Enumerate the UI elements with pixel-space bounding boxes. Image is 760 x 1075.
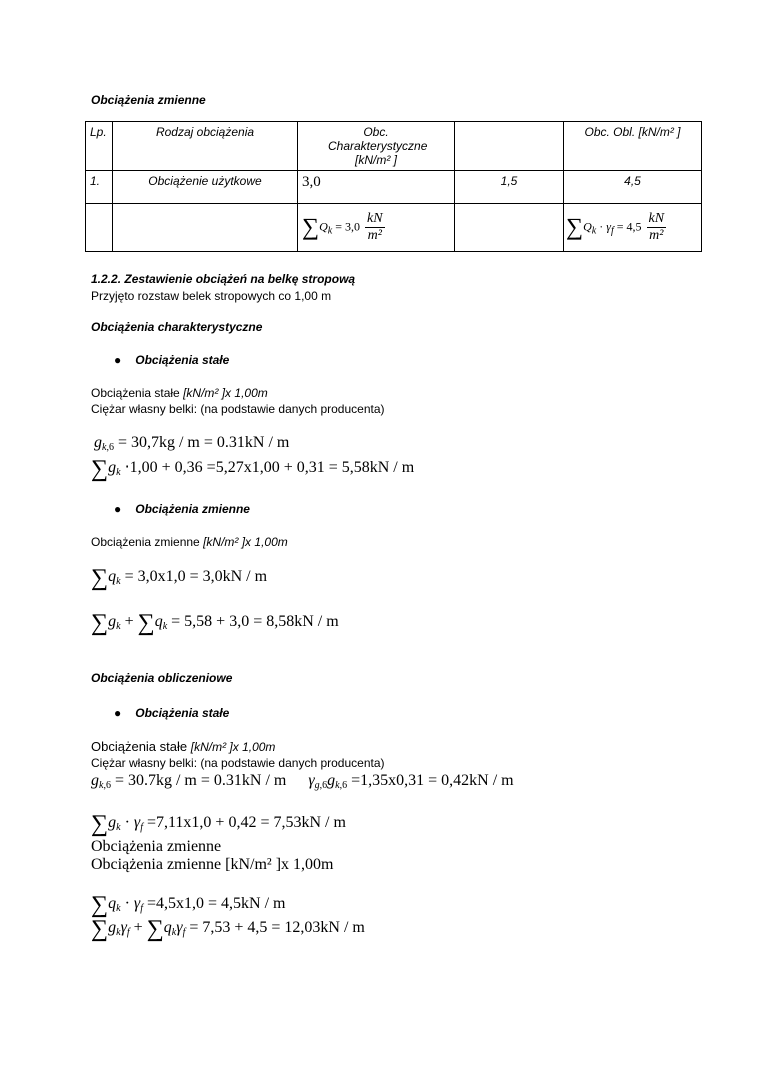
equation-total-design: $\sum g_k\gamma_f + \sum q_k\gamma_f = 7,53 + 4,5 = 12,03kN / m$ [91, 916, 365, 942]
self-weight-note: Ciężar własny belki: (na podstawie danych producenta) [91, 402, 385, 416]
header-lp: Lp. [86, 122, 113, 171]
bullet-permanent: ● Obciążenia stałe [114, 353, 230, 367]
cell-sum-design: $\sum Q_k \cdot \gamma_f = 4,5$ $\frac{kN}{\text{m²}}$ [564, 204, 702, 252]
cell-lp: 1. [86, 171, 113, 204]
equation-gk6: $g_{k,6} = 30,7kg / m = 0.31kN / m$ [94, 434, 290, 453]
loads-table [85, 121, 702, 252]
heading-1-2-2: 1.2.2. Zestawienie obciążeń na belkę stropową [91, 272, 356, 286]
bullet-permanent-design: ● Obciążenia stałe [114, 706, 230, 720]
header-factor [455, 122, 564, 171]
equation-sum-qk: $\sum q_k = 3,0x1,0 = 3,0kN / m$ [91, 565, 268, 591]
header-design-value: Obc. Obl. [kN/m² ] [564, 122, 702, 171]
char-loads-title: Obciążenia charakterystyczne [91, 320, 263, 334]
equation-sum-gk: $\sum g_k \cdot 1,00 + 0,36 =5,27x1,00 + 0,31 = 5,58kN / m$ [91, 456, 415, 482]
equation-sum-qk-gammaf: $\sum q_k \cdot \gamma_f =4,5x1,0 = 4,5kN / m$ [91, 892, 286, 918]
cell-load-name: Obciążenie użytkowe [113, 171, 298, 204]
variable-load-line: Obciążenia zmienne [kN/m² ]x 1,00m [91, 535, 288, 549]
serif-variable-line: Obciążenia zmienne [kN/m² ]x 1,00m [91, 856, 334, 873]
cell-factor: 1,5 [455, 171, 564, 204]
equation-sum-gk-gammaf: $\sum g_k \cdot \gamma_f =7,11x1,0 + 0,42 = 7,53kN / m$ [91, 811, 346, 837]
equation-gk6-design: $g_{k,6} = 30.7kg / m = 0.31kN / m$ $\gamma_{g,6}g_{k,6} =1,35x0,31 = 0,42kN / m$ [91, 772, 514, 791]
cell-design-value: 4,5 [564, 171, 702, 204]
permanent-design-line: Obciążenia stałe [kN/m² ]x 1,00m [91, 739, 276, 754]
table-header-row [86, 122, 702, 171]
section-title-variable-loads: Obciążenia zmienne [91, 93, 206, 107]
cell-sum-char: $\sum Q_k = 3,0$ $\frac{kN}{\text{m²}}$ [298, 204, 455, 252]
serif-variable-title: Obciążenia zmienne [91, 838, 222, 855]
bullet-variable: ● Obciążenia zmienne [114, 502, 250, 516]
table-row [86, 171, 702, 204]
design-loads-title: Obciążenia obliczeniowe [91, 671, 233, 685]
spacing-note: Przyjęto rozstaw belek stropowych co 1,00 m [91, 289, 332, 303]
header-char-value: Obc. Charakterystyczne [kN/m² ] [298, 122, 455, 171]
cell-char-value: 3,0 [298, 171, 455, 204]
table-sum-row [86, 204, 702, 252]
self-weight-note-design: Ciężar własny belki: (na podstawie danych producenta) [91, 756, 385, 770]
equation-sum-gk-qk: $\sum g_k + \sum q_k = 5,58 + 3,0 = 8,58kN / m$ [91, 610, 339, 636]
header-load-type: Rodzaj obciążenia [113, 122, 298, 171]
permanent-load-line: Obciążenia stałe [kN/m² ]x 1,00m [91, 386, 268, 400]
